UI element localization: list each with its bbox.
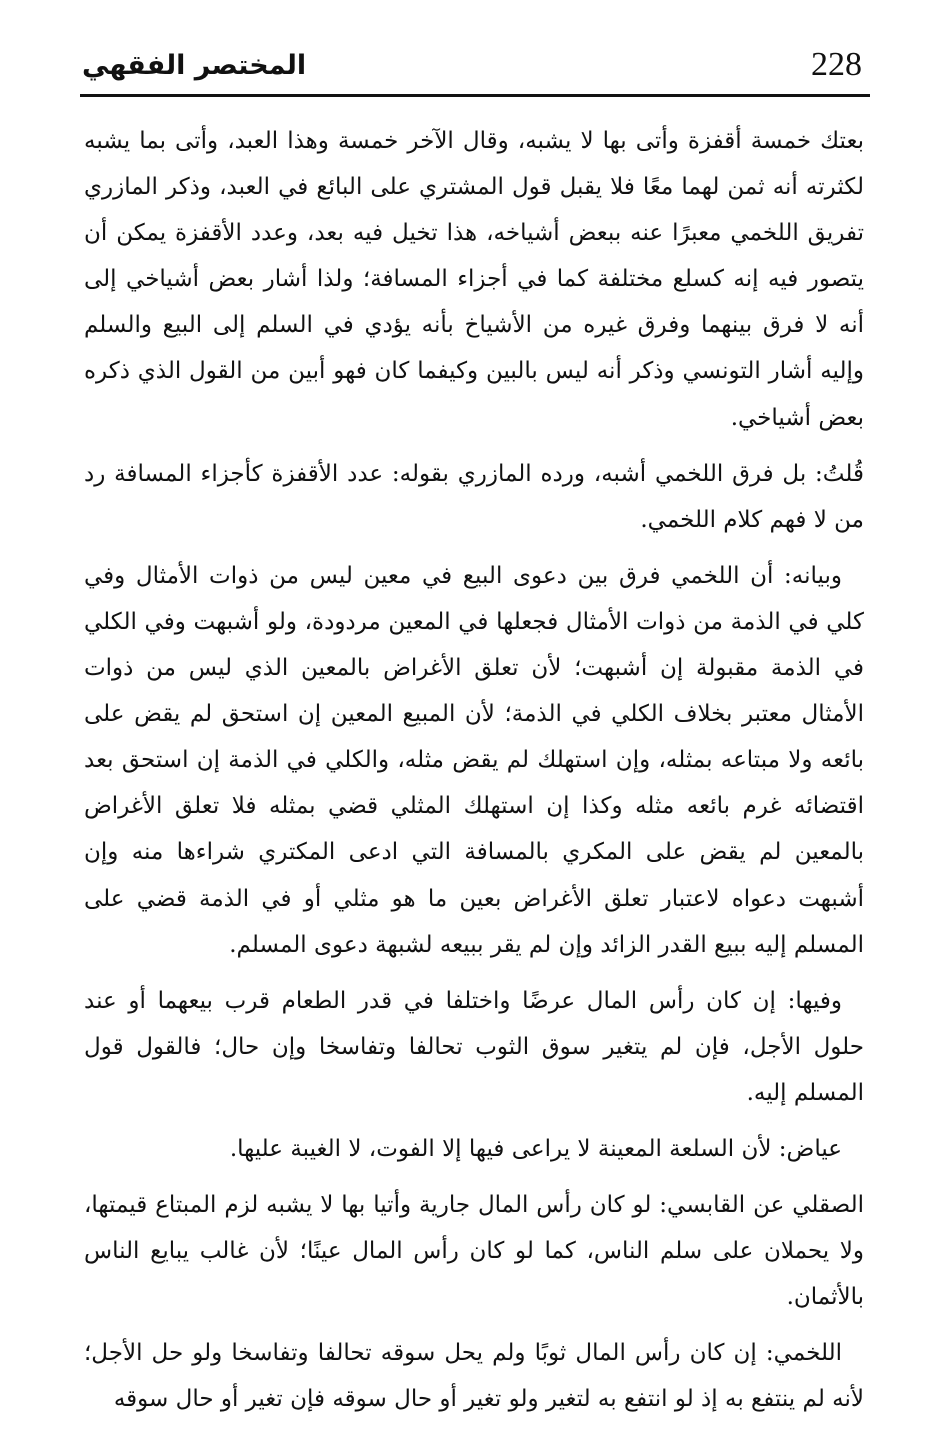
header-rule (80, 94, 870, 97)
running-title: المختصر الفقهي (82, 50, 307, 81)
paragraph-3: وبيانه: أن اللخمي فرق بين دعوى البيع في معين ليس من ذوات الأمثال وفي كلي في الذمة من ذوات الأمثال فجعلها في المعين مردودة، ولو أشبهت وفي الكلي في الذمة مقبولة إن أشبهت؛ لأن تعلق الأغراض بالمعين الذي ليس من ذوات الأمثال معتبر بخلاف الكلي في الذمة؛ لأن المبيع المعين إن استحق لم يقض على بائعه ولا مبتاعه بمثله، وإن استهلك لم يقض مثله، والكلي في الذمة إن استحق بعد اقتضائه غرم بائعه مثله وكذا إن استهلك المثلي قضي بمثله فلا تعلق الأغراض بالمعين لم يقض على المكري بالمسافة التي ادعى المكتري شراءها منه وإن أشبهت دعواه لاعتبار تعلق الأغراض بعين ما هو مثلي أو في الذمة قضي على المسلم إليه ببيع القدر الزائد وإن لم يقر ببيعه لشبهة دعوى المسلم. (84, 562, 865, 958)
paragraph-5: عياض: لأن السلعة المعينة لا يراعى فيها إلا الفوت، لا الغيبة عليها. (229, 1135, 842, 1162)
paragraph-2: قُلتُ: بل فرق اللخمي أشبه، ورده المازري بقوله: عدد الأقفزة كأجزاء المسافة رد من لا فهم كلام اللخمي. (84, 460, 864, 533)
page-number: 228 (811, 46, 862, 83)
paragraph-4: وفيها: إن كان رأس المال عرضًا واختلفا في قدر الطعام قرب بيعهما أو عند حلول الأجل، فإن لم يتغير سوق الثوب تحالفا وتفاسخا وإن حال؛ فالقول قول المسلم إليه. (84, 987, 864, 1106)
body-text (84, 118, 864, 1433)
page-header (80, 40, 870, 90)
paragraph-6: الصقلي عن القابسي: لو كان رأس المال جارية وأتيا بها لا يشبه لزم المبتاع قيمتها، ولا يحملان على سلم الناس، كما لو كان رأس المال عينًا؛ لأن غالب يبايع الناس بالأثمان. (84, 1192, 864, 1311)
paragraph-7: اللخمي: إن كان رأس المال ثوبًا ولم يحل سوقه تحالفا وتفاسخا ولو حل الأجل؛ لأنه لم ينتفع به إذ لو انتفع به لتغير ولو تغير أو حال سوقه فإن تغير أو حال سوقه (84, 1340, 864, 1413)
paragraph-1: بعتك خمسة أقفزة وأتى بها لا يشبه، وقال الآخر خمسة وهذا العبد، وأتى بما يشبه لكثرته أنه ثمن لهما معًا فلا يقبل قول المشتري على البائع في العبد، وذكر المازري تفريق اللخمي معبرًا عنه ببعض أشياخه، هذا تخيل فيه بعد، وعدد الأقفزة يمكن أن يتصور فيه إنه كسلع مختلفة كما في أجزاء المسافة؛ ولذا أشار بعض أشياخي إلى أنه لا فرق بينهما وفرق غيره من الأشياخ بأنه يؤدي في السلم إلى البيع والسلم وإليه أشار التونسي وذكر أنه ليس بالبين وكيفما كان فهو أبين من القول الذي ذكره بعض أشياخي. (84, 128, 865, 431)
